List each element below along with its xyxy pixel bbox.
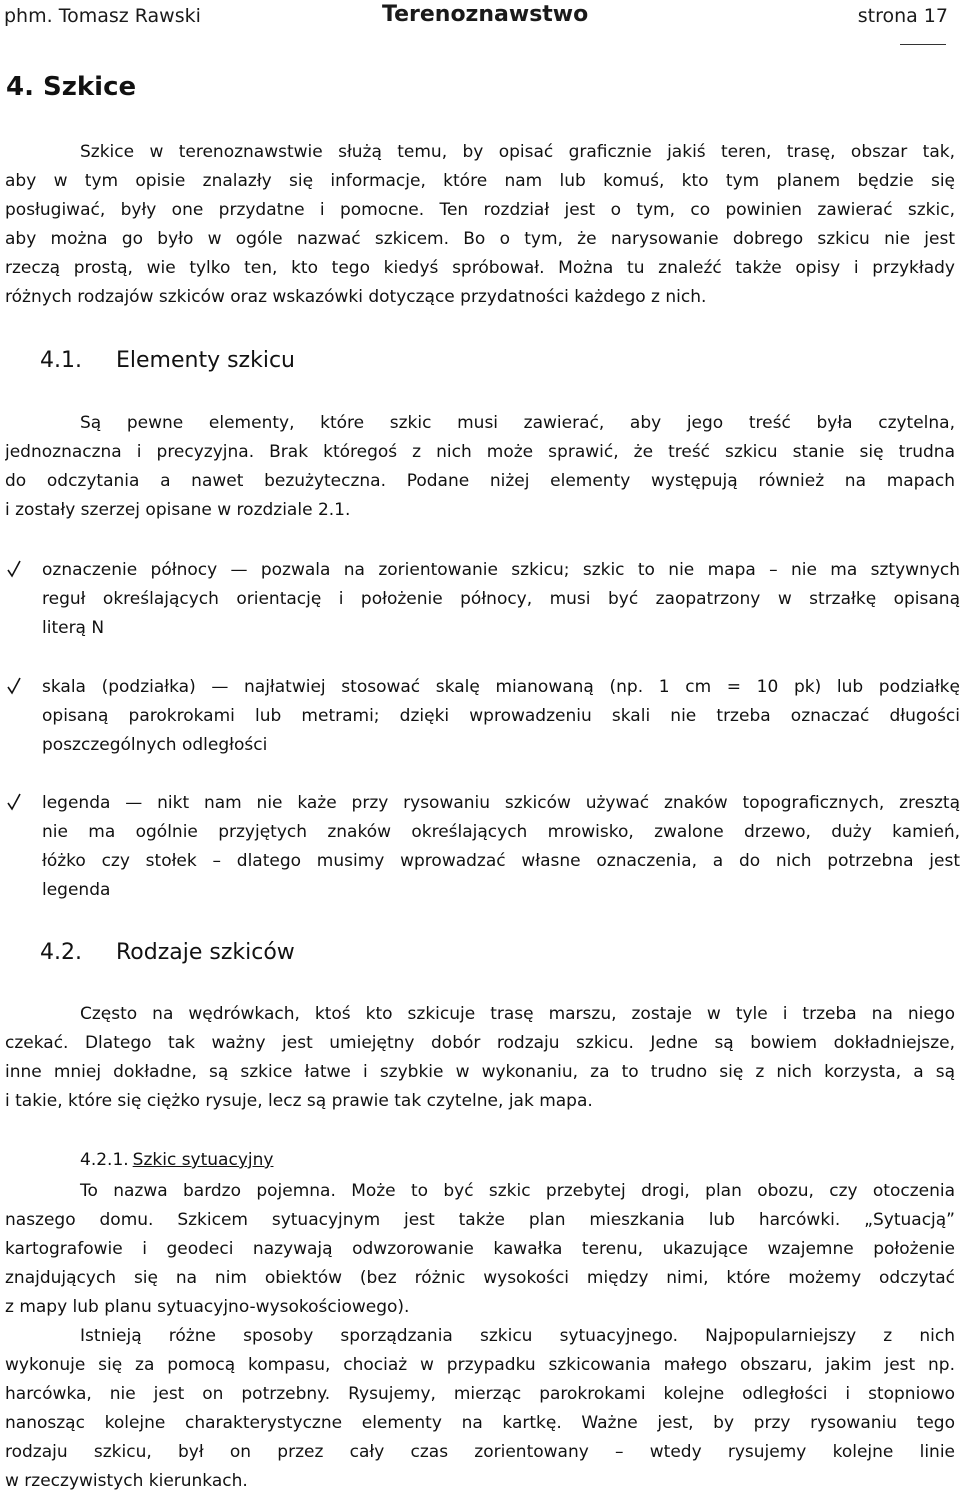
- bullet-line: nie ma ogólnie przyjętych znaków określających mrowisko, zwalone drzewo, duży kamień,: [42, 822, 960, 842]
- bullet-line: opisaną parokrokami lub metrami; dzięki wprowadzeniu skali nie trzeba oznaczać długości: [42, 706, 960, 726]
- paragraph-line: kartografowie i geodeci nazywają odwzorowanie kawałka terenu, ukazujące wzajemne położenie: [5, 1239, 955, 1259]
- paragraph-line: w rzeczywistych kierunkach.: [5, 1471, 248, 1491]
- subsection-title: Rodzaje szkiców: [116, 940, 295, 965]
- paragraph-line: i zostały szerzej opisane w rozdziale 2.1.: [5, 500, 351, 520]
- bullet-line: poszczególnych odległości: [42, 735, 268, 755]
- page-header: [4, 2, 956, 30]
- subsection-number: 4.1.: [40, 348, 82, 373]
- header-author: phm. Tomasz Rawski: [4, 5, 201, 27]
- bullet-line: legenda: [42, 880, 111, 900]
- bullet-line: łóżko czy stołek – dlatego musimy wprowadzać własne oznaczenia, a do nich potrzebna jest: [42, 851, 960, 871]
- checkmark-icon: [7, 677, 21, 695]
- paragraph-line: Często na wędrówkach, ktoś kto szkicuje trasę marszu, zostaje w tyle i trzeba na niego: [80, 1004, 955, 1024]
- subsection-number: 4.2.: [40, 940, 82, 965]
- paragraph-line: Istnieją różne sposoby sporządzania szkicu sytuacyjnego. Najpopularniejszy z nich: [80, 1326, 955, 1346]
- bullet-line: legenda — nikt nam nie każe przy rysowaniu szkiców używać znaków topograficznych, zresztą: [42, 793, 960, 813]
- paragraph-line: To nazwa bardzo pojemna. Może to być szkic przebytej drogi, plan obozu, czy otoczenia: [80, 1181, 955, 1201]
- paragraph-line: naszego domu. Szkicem sytuacyjnym jest także plan mieszkania lub harcówki. „Sytuacją”: [5, 1210, 955, 1230]
- subsubsection-title: Szkic sytuacyjny: [132, 1150, 274, 1170]
- paragraph-line: nanosząc kolejne charakterystyczne elementy na kartkę. Ważne jest, by przy rysowaniu tego: [5, 1413, 955, 1433]
- bullet-line: literą N: [42, 618, 105, 638]
- elements-paragraph: [5, 409, 955, 525]
- header-title: Terenoznawstwo: [382, 2, 589, 27]
- paragraph-line: harcówka, nie jest on potrzebny. Rysujemy, mierząc parokrokami kolejne odległości i stopniowo: [5, 1384, 955, 1404]
- paragraph-line: różnych rodzajów szkiców oraz wskazówki dotyczące przydatności każdego z nich.: [5, 287, 707, 307]
- paragraph-line: i takie, które się ciężko rysuje, lecz są prawie tak czytelne, jak mapa.: [5, 1091, 593, 1111]
- paragraph-line: wykonuje się za pomocą kompasu, chociaż w przypadku szkicowania małego obszaru, jakim jest np.: [5, 1355, 955, 1375]
- paragraph-line: aby w tym opisie znalazły się informacje, które nam lub komuś, kto tym planem będzie się: [5, 171, 955, 191]
- paragraph-line: inne mniej dokładne, są szkice łatwe i szybkie w wykonaniu, za to trudno się z nich korzysta, a są: [5, 1062, 955, 1082]
- paragraph-line: Szkice w terenoznawstwie służą temu, by opisać graficznie jakiś teren, trasę, obszar tak,: [80, 142, 955, 162]
- bullet-line: skala (podziałka) — najłatwiej stosować skalę mianowaną (np. 1 cm = 10 pk) lub podziałkę: [42, 677, 960, 697]
- section-heading: [6, 72, 136, 102]
- intro-paragraph: [5, 138, 955, 312]
- types-paragraph: [5, 1000, 955, 1116]
- checkmark-icon: [7, 560, 21, 578]
- bullet-line: oznaczenie północy — pozwala na zorientowanie szkicu; szkic to nie mapa – nie ma sztywnych: [42, 560, 960, 580]
- section-number: 4.: [6, 72, 34, 102]
- paragraph-line: posługiwać, były one przydatne i pomocne. Ten rozdział jest o tym, co powinien zawierać szkic,: [5, 200, 955, 220]
- paragraph-line: jednoznaczna i precyzyjna. Brak któregoś z nich może sprawić, że treść szkicu stanie się trudna: [5, 442, 955, 462]
- situational-paragraph: [5, 1177, 955, 1496]
- paragraph-line: rodzaju szkicu, był on przez cały czas zorientowany – wtedy rysujemy kolejne linie: [5, 1442, 955, 1462]
- header-page-number: strona 17: [857, 5, 948, 27]
- subsubsection-heading-4-2-1: [80, 1150, 273, 1170]
- checkmark-icon: [7, 793, 21, 811]
- paragraph-line: z mapy lub planu sytuacyjno-wysokościowego).: [5, 1297, 410, 1317]
- subsection-title: Elementy szkicu: [116, 348, 295, 373]
- header-rule: [900, 44, 946, 45]
- section-title: Szkice: [43, 72, 137, 102]
- paragraph-line: czekać. Dlatego tak ważny jest umiejętny dobór rodzaju szkicu. Jedne są bowiem dokładniejsze,: [5, 1033, 955, 1053]
- paragraph-line: aby można go było w ogóle nazwać szkicem. Bo o tym, że narysowanie dobrego szkicu nie jest: [5, 229, 955, 249]
- paragraph-line: Są pewne elementy, które szkic musi zawierać, aby jego treść była czytelna,: [80, 413, 955, 433]
- paragraph-line: rzeczą prostą, wie tylko ten, kto tego kiedyś spróbował. Można tu znaleźć także opisy i przykłady: [5, 258, 955, 278]
- bullet-line: reguł określających orientację i położenie północy, musi być zaopatrzony w strzałkę opisaną: [42, 589, 960, 609]
- subsubsection-number: 4.2.1.: [80, 1150, 129, 1170]
- paragraph-line: znajdujących się na nim obiektów (bez różnic wysokości między nimi, które możemy odczytać: [5, 1268, 955, 1288]
- paragraph-line: do odczytania a nawet bezużyteczna. Podane niżej elementy występują również na mapach: [5, 471, 955, 491]
